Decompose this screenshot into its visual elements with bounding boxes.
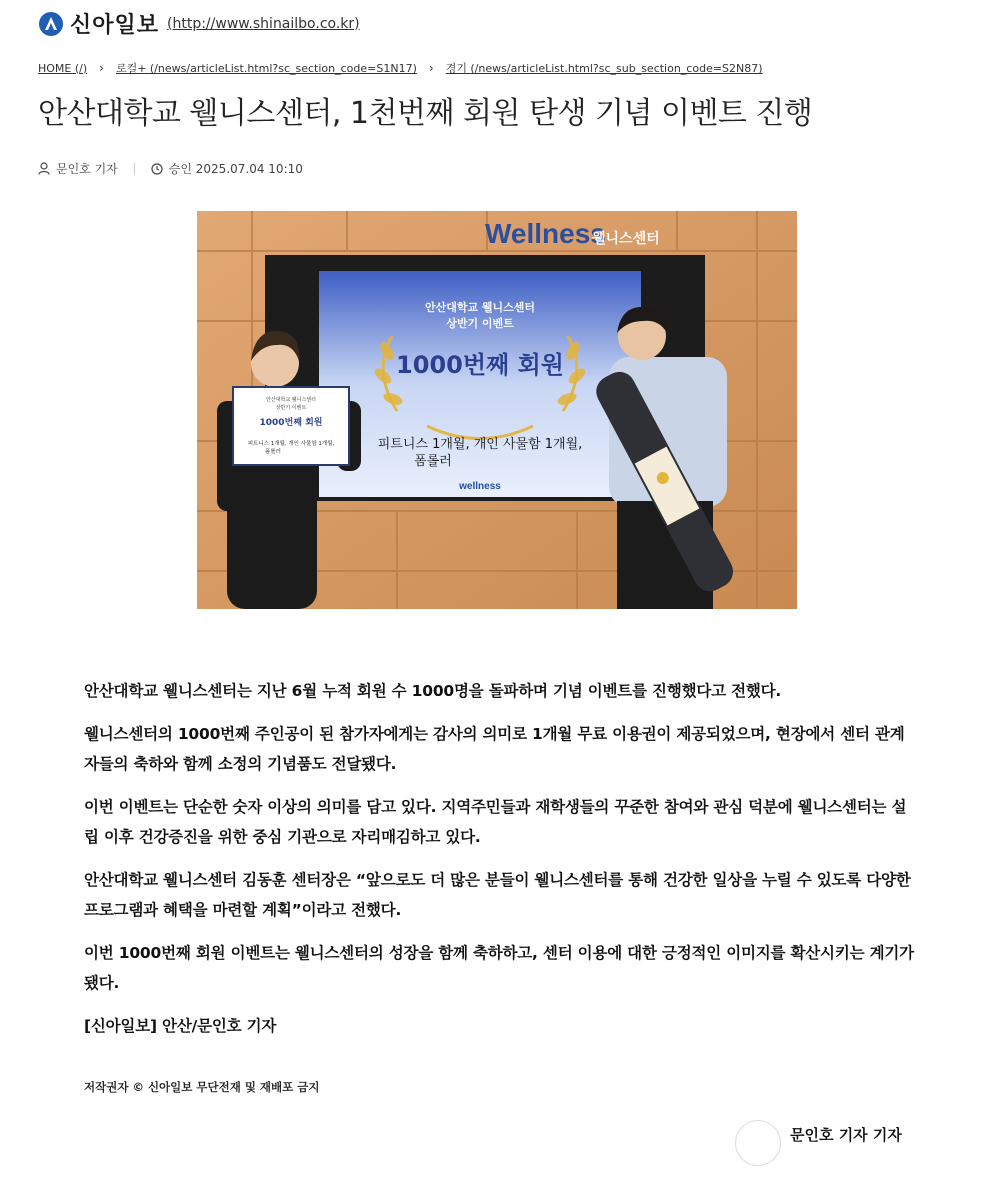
breadcrumb-section-link[interactable]: 로컬+ (/news/articleList.html?sc_section_code=S1N17)	[115, 62, 417, 75]
svg-text:1000번째 회원: 1000번째 회원	[259, 418, 323, 428]
site-url-link[interactable]: (http://www.shinailbo.co.kr)	[167, 15, 360, 32]
meta-divider	[134, 163, 135, 175]
site-logo-text[interactable]: 신아일보	[70, 13, 160, 38]
article-byline: [신아일보] 안산/문인호 기자	[84, 1017, 277, 1035]
screen-line-1: 안산대학교 웰니스센터	[424, 301, 536, 314]
article-body	[84, 676, 914, 1054]
site-header	[38, 8, 360, 39]
svg-text:안산대학교 웰니스센터: 안산대학교 웰니스센터	[266, 397, 316, 403]
article-paragraph: 웰니스센터의 1000번째 주인공이 된 참가자에게는 감사의 의미로 1개월 무료 이용권이 제공되었으며, 현장에서 센터 관계자들의 축하와 함께 소정의 기념품도 전달됐다.	[84, 725, 905, 773]
breadcrumb-home-link[interactable]: HOME (/)	[38, 61, 88, 75]
article-paragraph: 안산대학교 웰니스센터 김동훈 센터장은 “앞으로도 더 많은 분들이 웰니스센터를 통해 건강한 일상을 누릴 수 있도록 다양한 프로그램과 혜택을 마련할 계획”이라고 전했다.	[84, 871, 911, 919]
svg-text:상반기 이벤트: 상반기 이벤트	[275, 405, 307, 411]
chevron-right-icon: ›	[99, 61, 104, 75]
wall-sign-korean: 웰니스센터	[592, 231, 660, 247]
breadcrumb-subsection-link[interactable]: 경기 (/news/articleList.html?sc_sub_section_code=S2N87)	[445, 62, 763, 75]
author-avatar[interactable]	[735, 1120, 781, 1166]
article-photo	[197, 211, 797, 609]
copyright-notice: 저작권자 © 신아일보 무단전재 및 재배포 금지	[84, 1080, 320, 1094]
article-author[interactable]: 문인호 기자	[56, 162, 118, 176]
screen-line-2: 상반기 이벤트	[446, 317, 514, 330]
wall-sign: Wellness	[485, 218, 606, 249]
screen-headline: 1000번째 회원	[396, 351, 564, 379]
article-meta	[38, 160, 303, 177]
article-paragraph: 이번 1000번째 회원 이벤트는 웰니스센터의 성장을 함께 축하하고, 센터 이용에 대한 긍정적인 이미지를 확산시키는 계기가 됐다.	[84, 944, 914, 992]
author-card-name[interactable]: 문인호 기자 기자	[790, 1126, 902, 1144]
svg-text:피트니스 1개월, 개인 사물함 1개월,: 피트니스 1개월, 개인 사물함 1개월,	[247, 441, 335, 447]
chevron-right-icon: ›	[428, 61, 434, 75]
clock-icon	[151, 163, 163, 175]
shinailbo-logo-icon[interactable]	[38, 11, 64, 37]
user-icon	[38, 162, 50, 175]
event-board	[233, 387, 349, 465]
svg-text:폼롤러: 폼롤러	[265, 449, 281, 455]
article-paragraph: 이번 이벤트는 단순한 숫자 이상의 의미를 담고 있다. 지역주민들과 재학생들의 꾸준한 참여와 관심 덕분에 웰니스센터는 설립 이후 건강증진을 위한 중심 기관으로 자리매김하고 있다.	[84, 798, 907, 846]
screen-logo: wellness	[459, 481, 501, 492]
screen-prize-line-1: 피트니스 1개월, 개인 사물함 1개월,	[377, 437, 583, 452]
article-paragraph: 안산대학교 웰니스센터는 지난 6월 누적 회원 수 1000명을 돌파하며 기념 이벤트를 진행했다고 전했다.	[84, 682, 782, 700]
breadcrumb	[38, 60, 763, 76]
author-card[interactable]	[735, 1120, 902, 1166]
article-approved-date: 승인 2025.07.04 10:10	[168, 162, 303, 176]
screen-prize-line-2: 폼롤러	[414, 454, 452, 469]
article-title: 안산대학교 웰니스센터, 1천번째 회원 탄생 기념 이벤트 진행	[38, 96, 813, 131]
